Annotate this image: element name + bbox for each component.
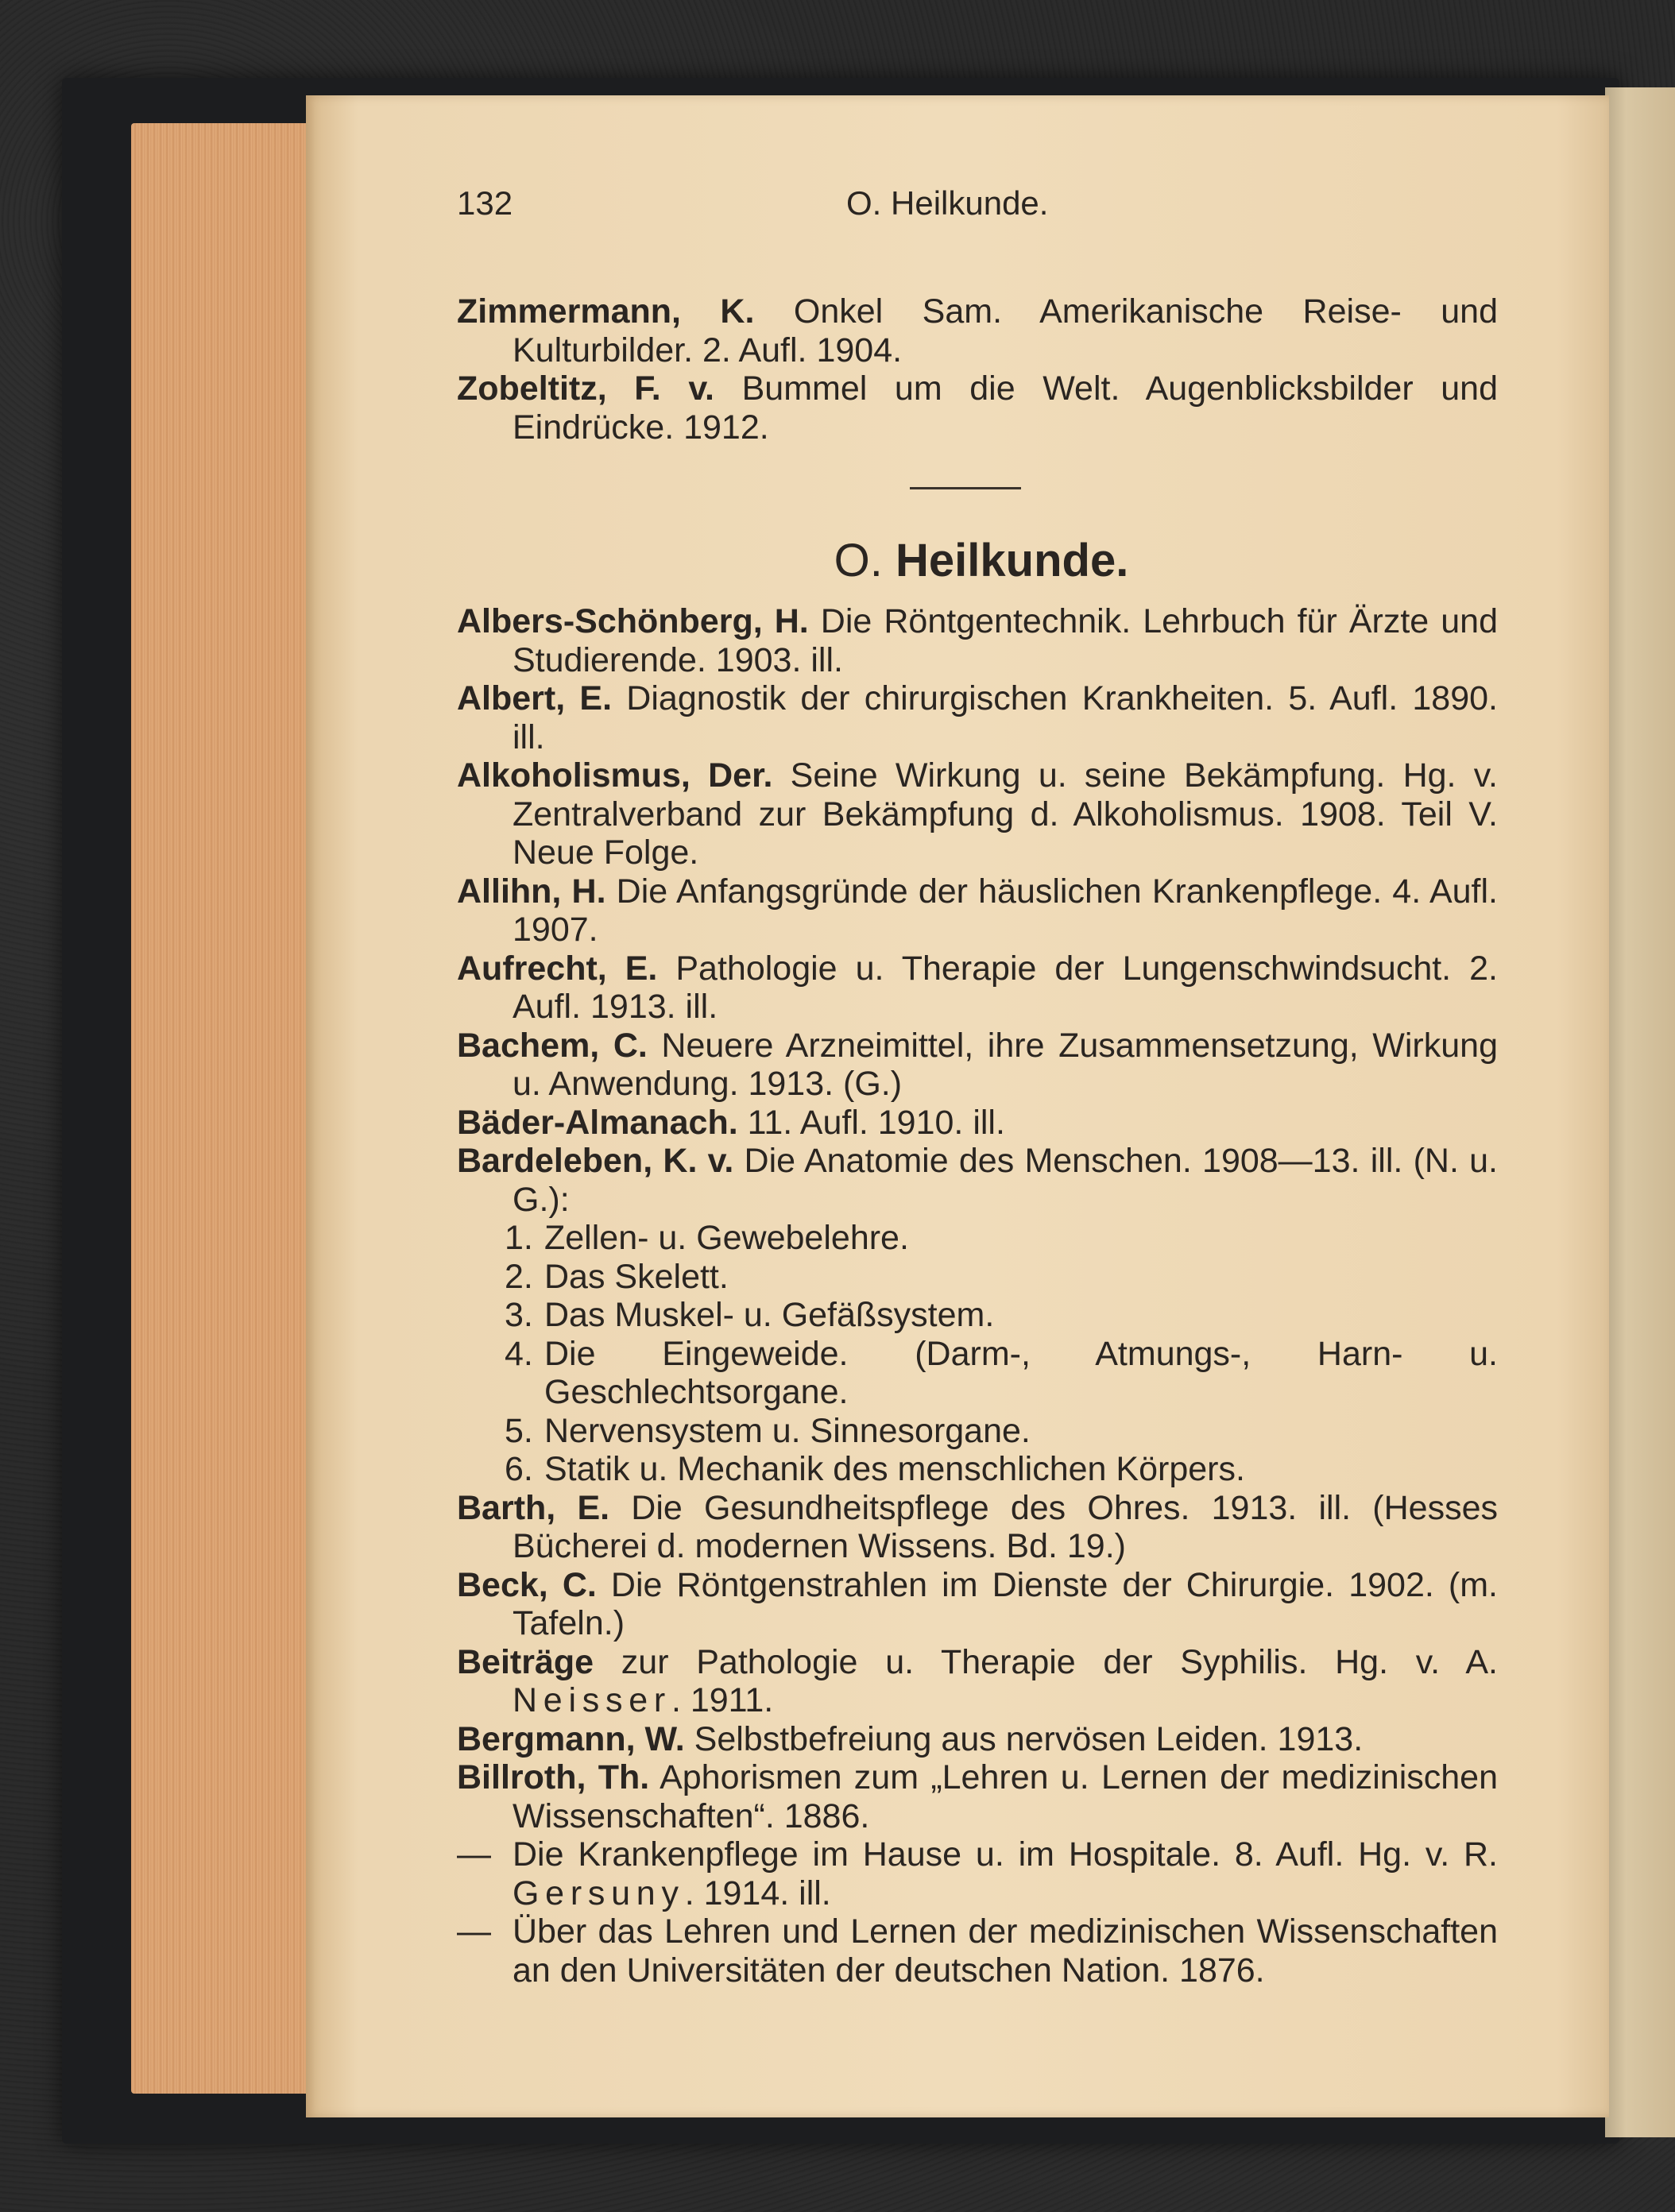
- entry-text: Aphorismen zum „Lehren u. Lernen der medizinischen Wissenschaften“. 1886.: [513, 1758, 1498, 1835]
- next-page-edge: [1605, 87, 1675, 2137]
- entry-text: Die Gesundheitspflege des Ohres. 1913. ill. (Hesses Bücherei d. modernen Wissens. Bd. 19.): [513, 1488, 1498, 1565]
- entry-text: . 1914. ill.: [684, 1874, 831, 1912]
- item-number: 5.: [505, 1411, 533, 1450]
- entry-text: Die Röntgentechnik. Lehrbuch für Ärzte und Studierende. 1903. ill.: [513, 602, 1498, 679]
- running-header: [457, 184, 1506, 232]
- entry-author: Zobeltitz, F. v.: [457, 369, 715, 408]
- page-number: 132: [457, 184, 513, 222]
- bibliography-entry: [457, 1142, 1498, 1219]
- entry-text: Die Krankenpflege im Hause u. im Hospitale. 8. Aufl. Hg. v. R.: [513, 1835, 1498, 1874]
- bibliography-entry: [457, 756, 1498, 872]
- entry-text: Neuere Arzneimittel, ihre Zusammensetzung, Wirkung u. Anwendung. 1913. (G.): [513, 1026, 1498, 1103]
- entry-author: Beck, C.: [457, 1565, 597, 1604]
- bibliography-entry: [457, 872, 1498, 949]
- bibliography-entry: [457, 602, 1498, 679]
- entry-author: Albert, E.: [457, 679, 613, 717]
- repeat-dash: —: [457, 1912, 491, 1951]
- entry-text: Pathologie u. Therapie der Lungenschwindsucht. 2. Aufl. 1913. ill.: [513, 949, 1498, 1026]
- bibliography-entry: [457, 1104, 1498, 1143]
- entry-text: zur Pathologie u. Therapie der Syphilis. Hg. v. A.: [594, 1642, 1498, 1681]
- list-item: [457, 1296, 1498, 1335]
- bibliography-entry: [457, 369, 1498, 447]
- bibliography-entry: [457, 1566, 1498, 1643]
- entry-author: Alkoholismus, Der.: [457, 756, 773, 795]
- entry-text: Diagnostik der chirurgischen Krankheiten. 5. Aufl. 1890. ill.: [513, 679, 1498, 756]
- list-item: [457, 1412, 1498, 1451]
- entry-author: Barth, E.: [457, 1488, 610, 1527]
- entry-author: Bachem, C.: [457, 1026, 648, 1065]
- item-number: 6.: [505, 1450, 533, 1488]
- entry-text: 11. Aufl. 1910. ill.: [737, 1103, 1005, 1142]
- entry-text: Selbstbefreiung aus nervösen Leiden. 1913.: [684, 1719, 1364, 1758]
- repeat-dash: —: [457, 1835, 491, 1874]
- entry-author: Bäder-Almanach.: [457, 1103, 738, 1142]
- item-text: Statik u. Mechanik des menschlichen Körpers.: [544, 1450, 1245, 1488]
- editor-name: Neisser: [513, 1681, 671, 1719]
- bibliography-entry: [457, 1835, 1498, 1912]
- item-text: Die Eingeweide. (Darm-, Atmungs-, Harn- u. Geschlechtsorgane.: [544, 1334, 1498, 1411]
- list-item: [457, 1258, 1498, 1297]
- bibliography-entry: [457, 1758, 1498, 1835]
- running-title: O. Heilkunde.: [846, 184, 1049, 222]
- item-number: 1.: [505, 1219, 533, 1257]
- item-text: Nervensystem u. Sinnesorgane.: [544, 1411, 1031, 1450]
- item-text: Das Skelett.: [544, 1257, 729, 1296]
- section-heading: [457, 534, 1506, 587]
- bibliography-entry: [457, 1912, 1498, 1990]
- bibliography-entry: [457, 1643, 1498, 1720]
- bibliography-entry: [457, 292, 1498, 369]
- item-text: Das Muskel- u. Gefäßsystem.: [544, 1296, 995, 1334]
- entry-text: Die Röntgenstrahlen im Dienste der Chirurgie. 1902. (m. Tafeln.): [513, 1565, 1498, 1642]
- entry-text: Die Anatomie des Menschen. 1908—13. ill. (N. u. G.):: [513, 1142, 1498, 1219]
- entry-text: Onkel Sam. Amerikanische Reise- und Kulturbilder. 2. Aufl. 1904.: [513, 292, 1498, 369]
- editor-name: Gersuny: [513, 1874, 685, 1912]
- entry-author: Bardeleben, K. v.: [457, 1142, 734, 1180]
- entry-author: Albers-Schönberg, H.: [457, 602, 809, 640]
- entry-author: Bergmann, W.: [457, 1719, 685, 1758]
- volume-list: [457, 1219, 1498, 1489]
- main-entries: [457, 602, 1498, 1990]
- bibliography-entry: [457, 1027, 1498, 1104]
- bibliography-entry: [457, 1489, 1498, 1566]
- section-title: Heilkunde.: [896, 535, 1129, 586]
- entry-author: Beiträge: [457, 1642, 594, 1681]
- entry-text: Bummel um die Welt. Augenblicksbilder und Eindrücke. 1912.: [513, 369, 1498, 447]
- item-number: 2.: [505, 1257, 533, 1296]
- entry-author: Allihn, H.: [457, 872, 606, 911]
- entry-text: Seine Wirkung u. seine Bekämpfung. Hg. v. Zentralverband zur Bekämpfung d. Alkoholismus. 1908. Teil V. Neue Folge.: [513, 756, 1498, 872]
- item-text: Zellen- u. Gewebelehre.: [544, 1219, 909, 1257]
- entry-author: Zimmermann, K.: [457, 292, 755, 331]
- item-number: 4.: [505, 1334, 533, 1373]
- bibliography-entry: [457, 1720, 1498, 1759]
- entry-author: Billroth, Th.: [457, 1758, 650, 1796]
- entry-text: Die Anfangsgründe der häuslichen Krankenpflege. 4. Aufl. 1907.: [513, 872, 1498, 949]
- list-item: [457, 1219, 1498, 1258]
- bibliography-entry: [457, 679, 1498, 756]
- item-number: 3.: [505, 1296, 533, 1334]
- page-block-edges: [131, 123, 330, 2094]
- list-item: [457, 1450, 1498, 1489]
- section-letter: O.: [834, 535, 883, 586]
- bibliography-entry: [457, 949, 1498, 1027]
- top-entries: [457, 292, 1498, 447]
- entry-author: Aufrecht, E.: [457, 949, 658, 988]
- entry-year: . 1911.: [671, 1681, 774, 1719]
- section-divider: [910, 487, 1021, 489]
- list-item: [457, 1335, 1498, 1412]
- entry-text: Über das Lehren und Lernen der medizinischen Wissenschaften an den Universitäten der deutschen Nation. 1876.: [513, 1912, 1498, 1990]
